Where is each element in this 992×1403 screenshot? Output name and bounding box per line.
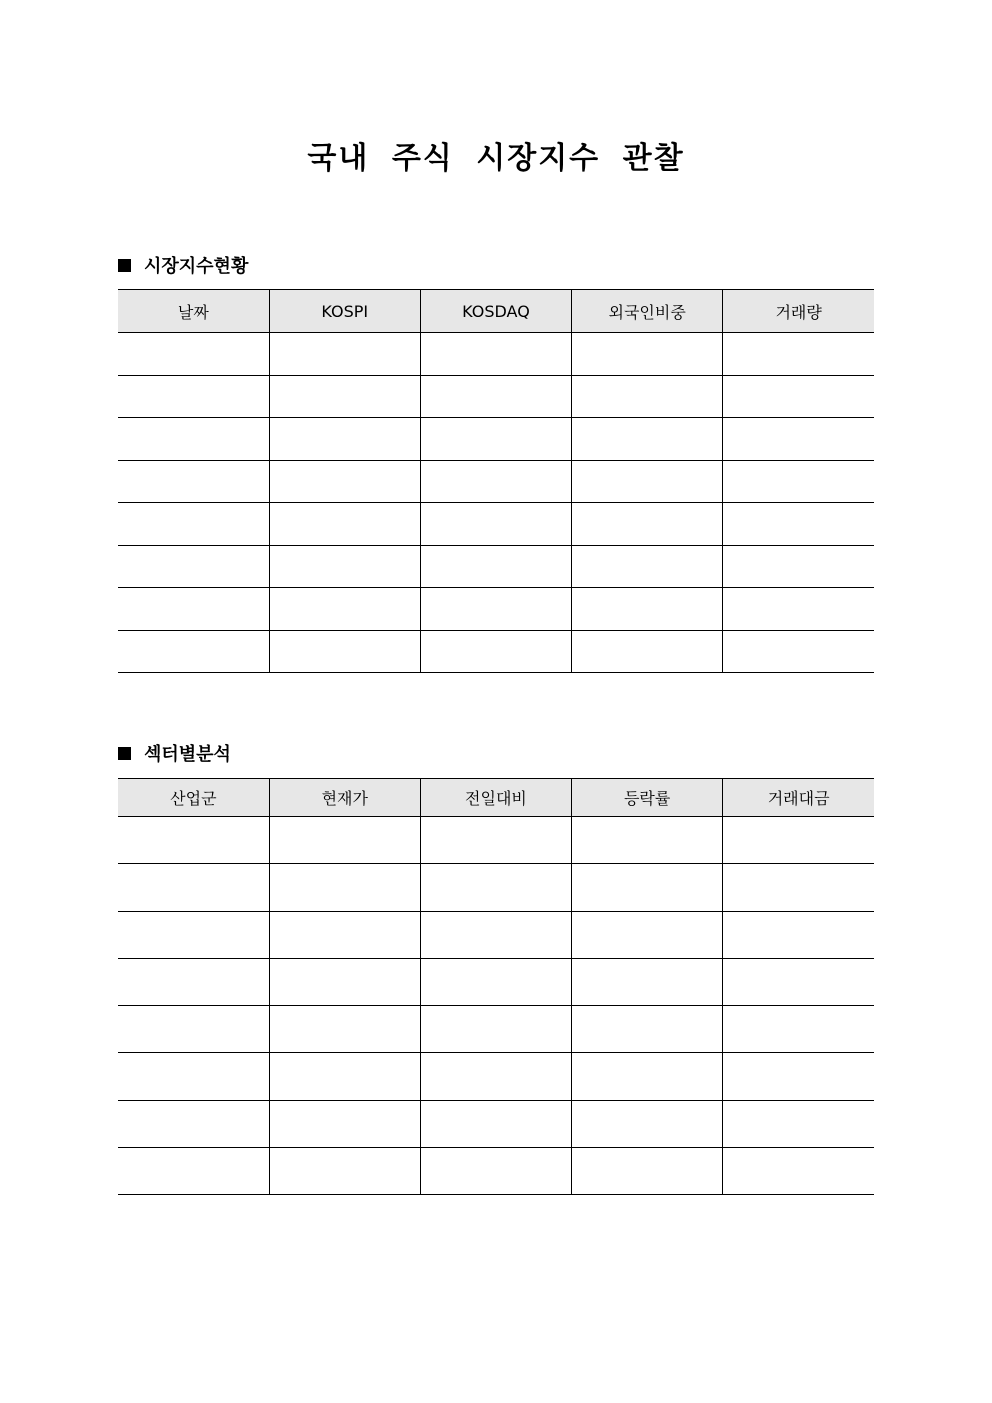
table-cell[interactable] (723, 630, 874, 673)
table-cell[interactable] (118, 1053, 269, 1100)
table-cell[interactable] (572, 333, 723, 376)
table-cell[interactable] (269, 1148, 420, 1195)
table-cell[interactable] (572, 817, 723, 864)
table-cell[interactable] (723, 545, 874, 588)
table-cell[interactable] (118, 588, 269, 631)
table-cell[interactable] (572, 545, 723, 588)
table-cell[interactable] (723, 958, 874, 1005)
table-cell[interactable] (269, 503, 420, 546)
page-title: 국내 주식 시장지수 관찰 (307, 141, 685, 176)
table-cell[interactable] (572, 1100, 723, 1147)
table-row (118, 1053, 874, 1100)
column-header-trade-value: 거래대금 (723, 779, 874, 817)
table-cell[interactable] (723, 333, 874, 376)
table-cell[interactable] (269, 864, 420, 911)
table-cell[interactable] (420, 503, 571, 546)
table-cell[interactable] (118, 864, 269, 911)
table-row (118, 958, 874, 1005)
market-index-heading-label: 시장지수현황 (144, 256, 249, 277)
table-cell[interactable] (723, 1100, 874, 1147)
table-cell[interactable] (118, 958, 269, 1005)
table-cell[interactable] (269, 333, 420, 376)
table-cell[interactable] (723, 911, 874, 958)
table-cell[interactable] (572, 418, 723, 461)
table-cell[interactable] (723, 817, 874, 864)
table-cell[interactable] (269, 911, 420, 958)
table-cell[interactable] (723, 588, 874, 631)
column-header-current-price: 현재가 (269, 779, 420, 817)
table-row (118, 911, 874, 958)
table-cell[interactable] (420, 1148, 571, 1195)
table-row (118, 588, 874, 631)
table-cell[interactable] (118, 1006, 269, 1053)
table-cell[interactable] (118, 460, 269, 503)
table-cell[interactable] (572, 958, 723, 1005)
table-cell[interactable] (420, 545, 571, 588)
table-cell[interactable] (572, 1148, 723, 1195)
column-header-kospi: KOSPI (269, 290, 420, 333)
market-index-heading (118, 252, 248, 278)
table-cell[interactable] (572, 460, 723, 503)
table-cell[interactable] (572, 864, 723, 911)
table-cell[interactable] (420, 817, 571, 864)
table-cell[interactable] (572, 911, 723, 958)
table-cell[interactable] (420, 958, 571, 1005)
table-cell[interactable] (420, 1053, 571, 1100)
table-cell[interactable] (420, 460, 571, 503)
table-cell[interactable] (118, 333, 269, 376)
table-cell[interactable] (723, 864, 874, 911)
sector-analysis-heading (118, 740, 231, 766)
table-cell[interactable] (420, 1006, 571, 1053)
square-bullet-icon (118, 259, 131, 272)
table-cell[interactable] (118, 1148, 269, 1195)
table-row (118, 333, 874, 376)
column-header-foreign-ratio: 외국인비중 (572, 290, 723, 333)
table-cell[interactable] (269, 460, 420, 503)
column-header-industry: 산업군 (118, 779, 269, 817)
table-cell[interactable] (723, 460, 874, 503)
column-header-kosdaq: KOSDAQ (420, 290, 571, 333)
table-cell[interactable] (420, 864, 571, 911)
table-cell[interactable] (420, 375, 571, 418)
table-cell[interactable] (420, 1100, 571, 1147)
table-cell[interactable] (269, 375, 420, 418)
table-cell[interactable] (269, 958, 420, 1005)
table-cell[interactable] (572, 630, 723, 673)
table-cell[interactable] (572, 1053, 723, 1100)
sector-analysis-heading-label: 섹터별분석 (144, 744, 231, 765)
table-row (118, 1100, 874, 1147)
table-cell[interactable] (118, 375, 269, 418)
column-header-date: 날짜 (118, 290, 269, 333)
table-row (118, 817, 874, 864)
table-cell[interactable] (723, 1006, 874, 1053)
table-cell[interactable] (723, 1148, 874, 1195)
table-cell[interactable] (118, 1100, 269, 1147)
table-header-row (118, 779, 874, 817)
table-cell[interactable] (269, 1100, 420, 1147)
table-cell[interactable] (269, 545, 420, 588)
column-header-volume: 거래량 (723, 290, 874, 333)
table-cell[interactable] (118, 503, 269, 546)
table-cell[interactable] (420, 333, 571, 376)
table-cell[interactable] (572, 588, 723, 631)
table-cell[interactable] (269, 418, 420, 461)
table-cell[interactable] (118, 817, 269, 864)
market-index-table (118, 289, 874, 673)
table-row (118, 375, 874, 418)
table-cell[interactable] (723, 418, 874, 461)
table-cell[interactable] (118, 630, 269, 673)
table-header-row (118, 290, 874, 333)
table-cell[interactable] (118, 911, 269, 958)
table-cell[interactable] (118, 545, 269, 588)
table-row (118, 418, 874, 461)
table-cell[interactable] (723, 503, 874, 546)
table-cell[interactable] (269, 588, 420, 631)
table-cell[interactable] (269, 1053, 420, 1100)
sector-analysis-table (118, 778, 874, 1195)
table-cell[interactable] (269, 817, 420, 864)
table-cell[interactable] (118, 418, 269, 461)
table-cell[interactable] (420, 911, 571, 958)
table-row (118, 1148, 874, 1195)
table-cell[interactable] (572, 1006, 723, 1053)
table-cell[interactable] (572, 375, 723, 418)
table-cell[interactable] (572, 503, 723, 546)
table-row (118, 503, 874, 546)
table-row (118, 864, 874, 911)
column-header-change-rate: 등락률 (572, 779, 723, 817)
table-cell[interactable] (420, 630, 571, 673)
table-cell[interactable] (420, 418, 571, 461)
table-cell[interactable] (269, 630, 420, 673)
table-cell[interactable] (723, 1053, 874, 1100)
column-header-change: 전일대비 (420, 779, 571, 817)
table-cell[interactable] (420, 588, 571, 631)
table-row (118, 460, 874, 503)
table-row (118, 545, 874, 588)
square-bullet-icon (118, 747, 131, 760)
table-row (118, 1006, 874, 1053)
table-row (118, 630, 874, 673)
table-cell[interactable] (723, 375, 874, 418)
table-cell[interactable] (269, 1006, 420, 1053)
